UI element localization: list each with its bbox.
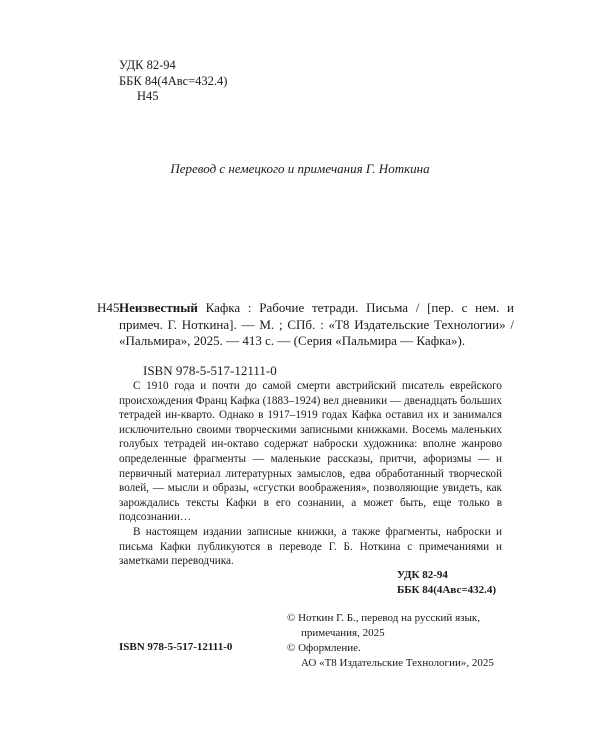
- copyright-line-3: © Оформление.: [287, 642, 361, 654]
- udk-code-right: УДК 82-94: [397, 569, 448, 581]
- bibliographic-record: [97, 300, 514, 350]
- biblio-description: Кафка : Рабочие тетради. Письма / [пер. с нем. и примеч. Г. Ноткина]. — М. ; СПб. : «Т8 Издательские Технологии» / «Пальмира», 2025. — 413 с. — (Серия «Пальмира — Кафка»).: [119, 300, 514, 348]
- isbn-line: ISBN 978-5-517-12111-0: [143, 363, 277, 378]
- annotation-paragraph-1: С 1910 года и почти до самой смерти австрийский писатель еврейского происхождения Франц Кафка (1883–1924) вел дневники — двенадцать больших тетрадей ин-кварто. Однако в 1917–1919 годах Кафка оставил их и занимался исключительно своими творческими записными книжками. Восемь маленьких голубых тетрадей ин-октаво содержат наброски художника: вполне жанрово определенные фрагменты — маленькие рассказы, притчи, афоризмы — и первичный материал литературных замыслов, едва обработанный творческой волей, — мысли и образы, «сгустки воображения», позволяющие увидеть, как зарождались тексты Кафки в его сознании, а может быть, еще только в подсознании…: [119, 380, 502, 524]
- copyright-line-4: АО «Т8 Издательские Технологии», 2025: [301, 657, 494, 669]
- biblio-author-code: Н45: [97, 300, 120, 315]
- copyright-line-2: примечания, 2025: [301, 627, 385, 639]
- annotation-paragraph-2: В настоящем издании записные книжки, а также фрагменты, наброски и письма Кафки публикуются в переводе Г. Б. Ноткина с примечаниями и заметками переводчика.: [119, 525, 502, 568]
- isbn-bottom: ISBN 978-5-517-12111-0: [119, 641, 233, 653]
- copyright-block: [287, 611, 494, 671]
- copyright-line-1: © Ноткин Г. Б., перевод на русский язык,: [287, 612, 480, 624]
- udk-block-top: [119, 58, 227, 105]
- author-code: Н45: [137, 89, 159, 103]
- biblio-title-bold: Неизвестный: [119, 300, 198, 315]
- bbk-code: ББК 84(4Авс=432.4): [119, 73, 228, 88]
- bbk-code-right: ББК 84(4Авс=432.4): [397, 584, 497, 596]
- translator-credit: Перевод с немецкого и примечания Г. Ноткина: [170, 161, 430, 176]
- udk-block-right: [397, 568, 496, 598]
- udk-code: УДК 82-94: [119, 58, 176, 72]
- annotation: [119, 379, 502, 569]
